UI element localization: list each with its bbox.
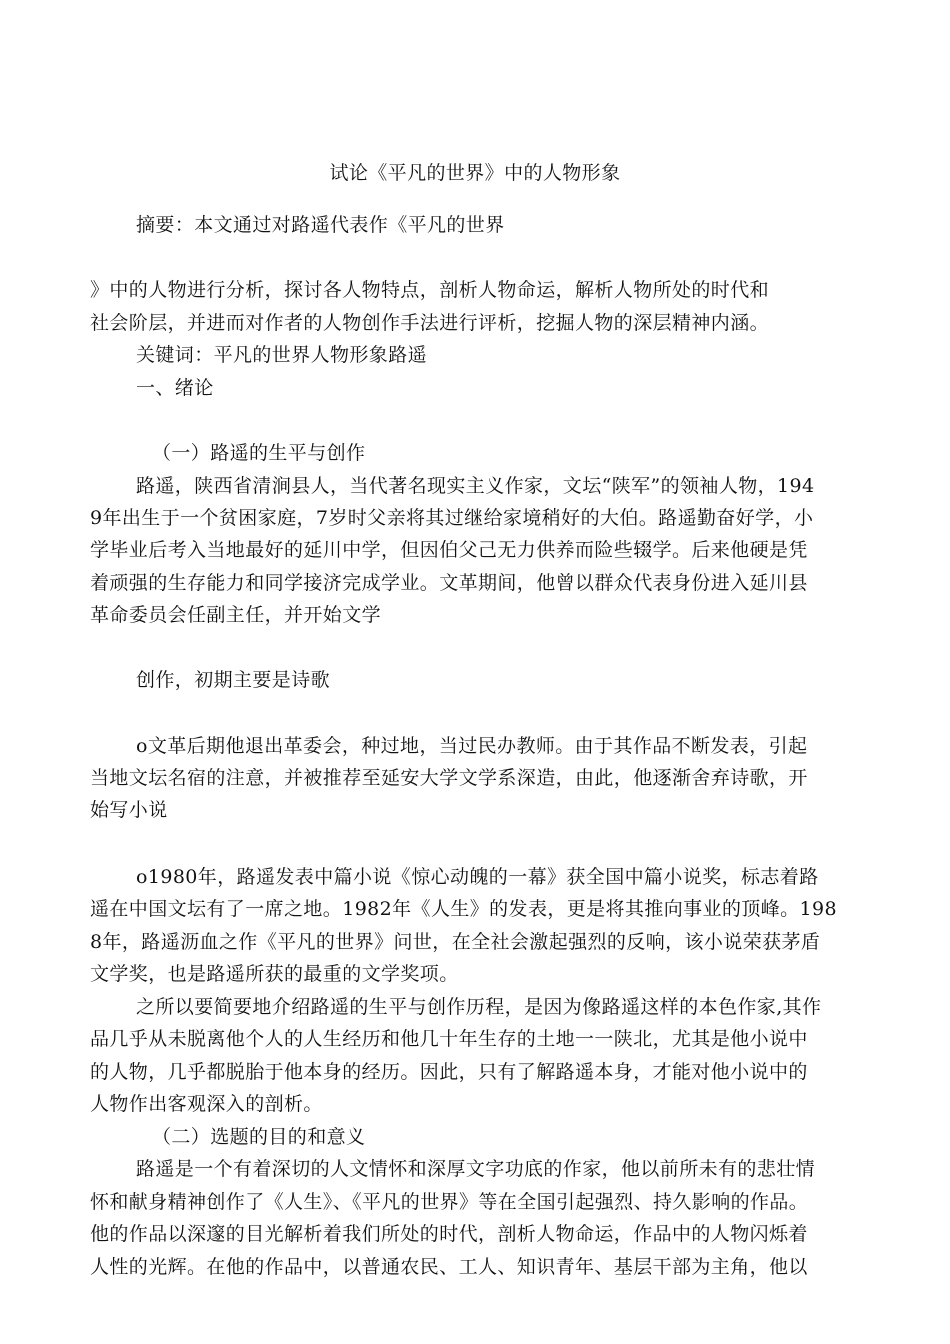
paragraph-line: 怀和献身精神创作了《人生》、《平凡的世界》等在全国引起强烈、持久影响的作品。 [90,1191,809,1213]
paragraph-line: 路遥是一个有着深切的人文情怀和深厚文字功底的作家，他以前所未有的悲壮情 [136,1158,816,1180]
keywords-line: 关键词：平凡的世界人物形象路遥 [136,344,428,366]
paragraph-line: 文学奖，也是路遥所获的最重的文学奖项。 [90,963,459,985]
section-heading-intro: 一、绪论 [136,377,214,399]
paragraph-line: 路遥，陕西省清涧县人，当代著名现实主义作家，文坛“陕军”的领袖人物，194 [136,475,815,497]
paragraph-line: 9年出生于一个贫困家庭，7岁时父亲将其过继给家境稍好的大伯。路遥勤奋好学，小 [90,507,814,529]
paragraph-line: 遥在中国文坛有了一席之地。1982年《人生》的发表，更是将其推向事业的顶峰。198 [90,898,838,920]
paragraph-line: 革命委员会任副主任，并开始文学 [90,604,382,626]
document-title: 试论《平凡的世界》中的人物形象 [329,162,621,184]
paragraph-line: 人性的光辉。在他的作品中，以普通农民、工人、知识青年、基层干部为主角，他以 [90,1256,808,1278]
subsection-heading-2: （二）选题的目的和意义 [152,1126,366,1148]
abstract-line-2: 》中的人物进行分析，探讨各人物特点，剖析人物命运，解析人物所处的时代和 [90,279,770,301]
paragraph-line: 之所以要简要地介绍路遥的生平与创作历程，是因为像路遥这样的本色作家,其作 [136,996,822,1018]
subsection-heading-1: （一）路遥的生平与创作 [152,442,366,464]
paragraph-line: 他的作品以深邃的目光解析着我们所处的时代，剖析人物命运，作品中的人物闪烁着 [90,1223,808,1245]
paragraph-line: 着顽强的生存能力和同学接济完成学业。文革期间，他曾以群众代表身份进入延川县 [90,572,808,594]
paragraph-line: 创作，初期主要是诗歌 [136,669,331,691]
abstract-line-3: 社会阶层，并进而对作者的人物创作手法进行评析，挖掘人物的深层精神内涵。 [90,312,770,334]
paragraph-line: o1980年，路遥发表中篇小说《惊心动魄的一幕》获全国中篇小说奖，标志着路 [136,866,819,888]
paragraph-line: 当地文坛名宿的注意，并被推荐至延安大学文学系深造，由此，他逐渐舍弃诗歌，开 [90,767,808,789]
paragraph-line: o文革后期他退出革委会，种过地，当过民办教师。由于其作品不断发表，引起 [136,735,808,757]
paragraph-line: 人物作出客观深入的剖析。 [90,1093,323,1115]
paragraph-line: 8年，路遥沥血之作《平凡的世界》问世，在全社会激起强烈的反响，该小说荣获茅盾 [90,931,821,953]
paragraph-line: 品几乎从未脱离他个人的人生经历和他几十年生存的土地一一陕北，尤其是他小说中 [90,1028,808,1050]
abstract-line-1: 摘要：本文通过对路遥代表作《平凡的世界 [136,214,505,236]
paragraph-line: 的人物，几乎都脱胎于他本身的经历。因此，只有了解路遥本身，才能对他小说中的 [90,1061,808,1083]
paragraph-line: 学毕业后考入当地最好的延川中学，但因伯父己无力供养而险些辍学。后来他硬是凭 [90,539,808,561]
paragraph-line: 始写小说 [90,799,168,821]
